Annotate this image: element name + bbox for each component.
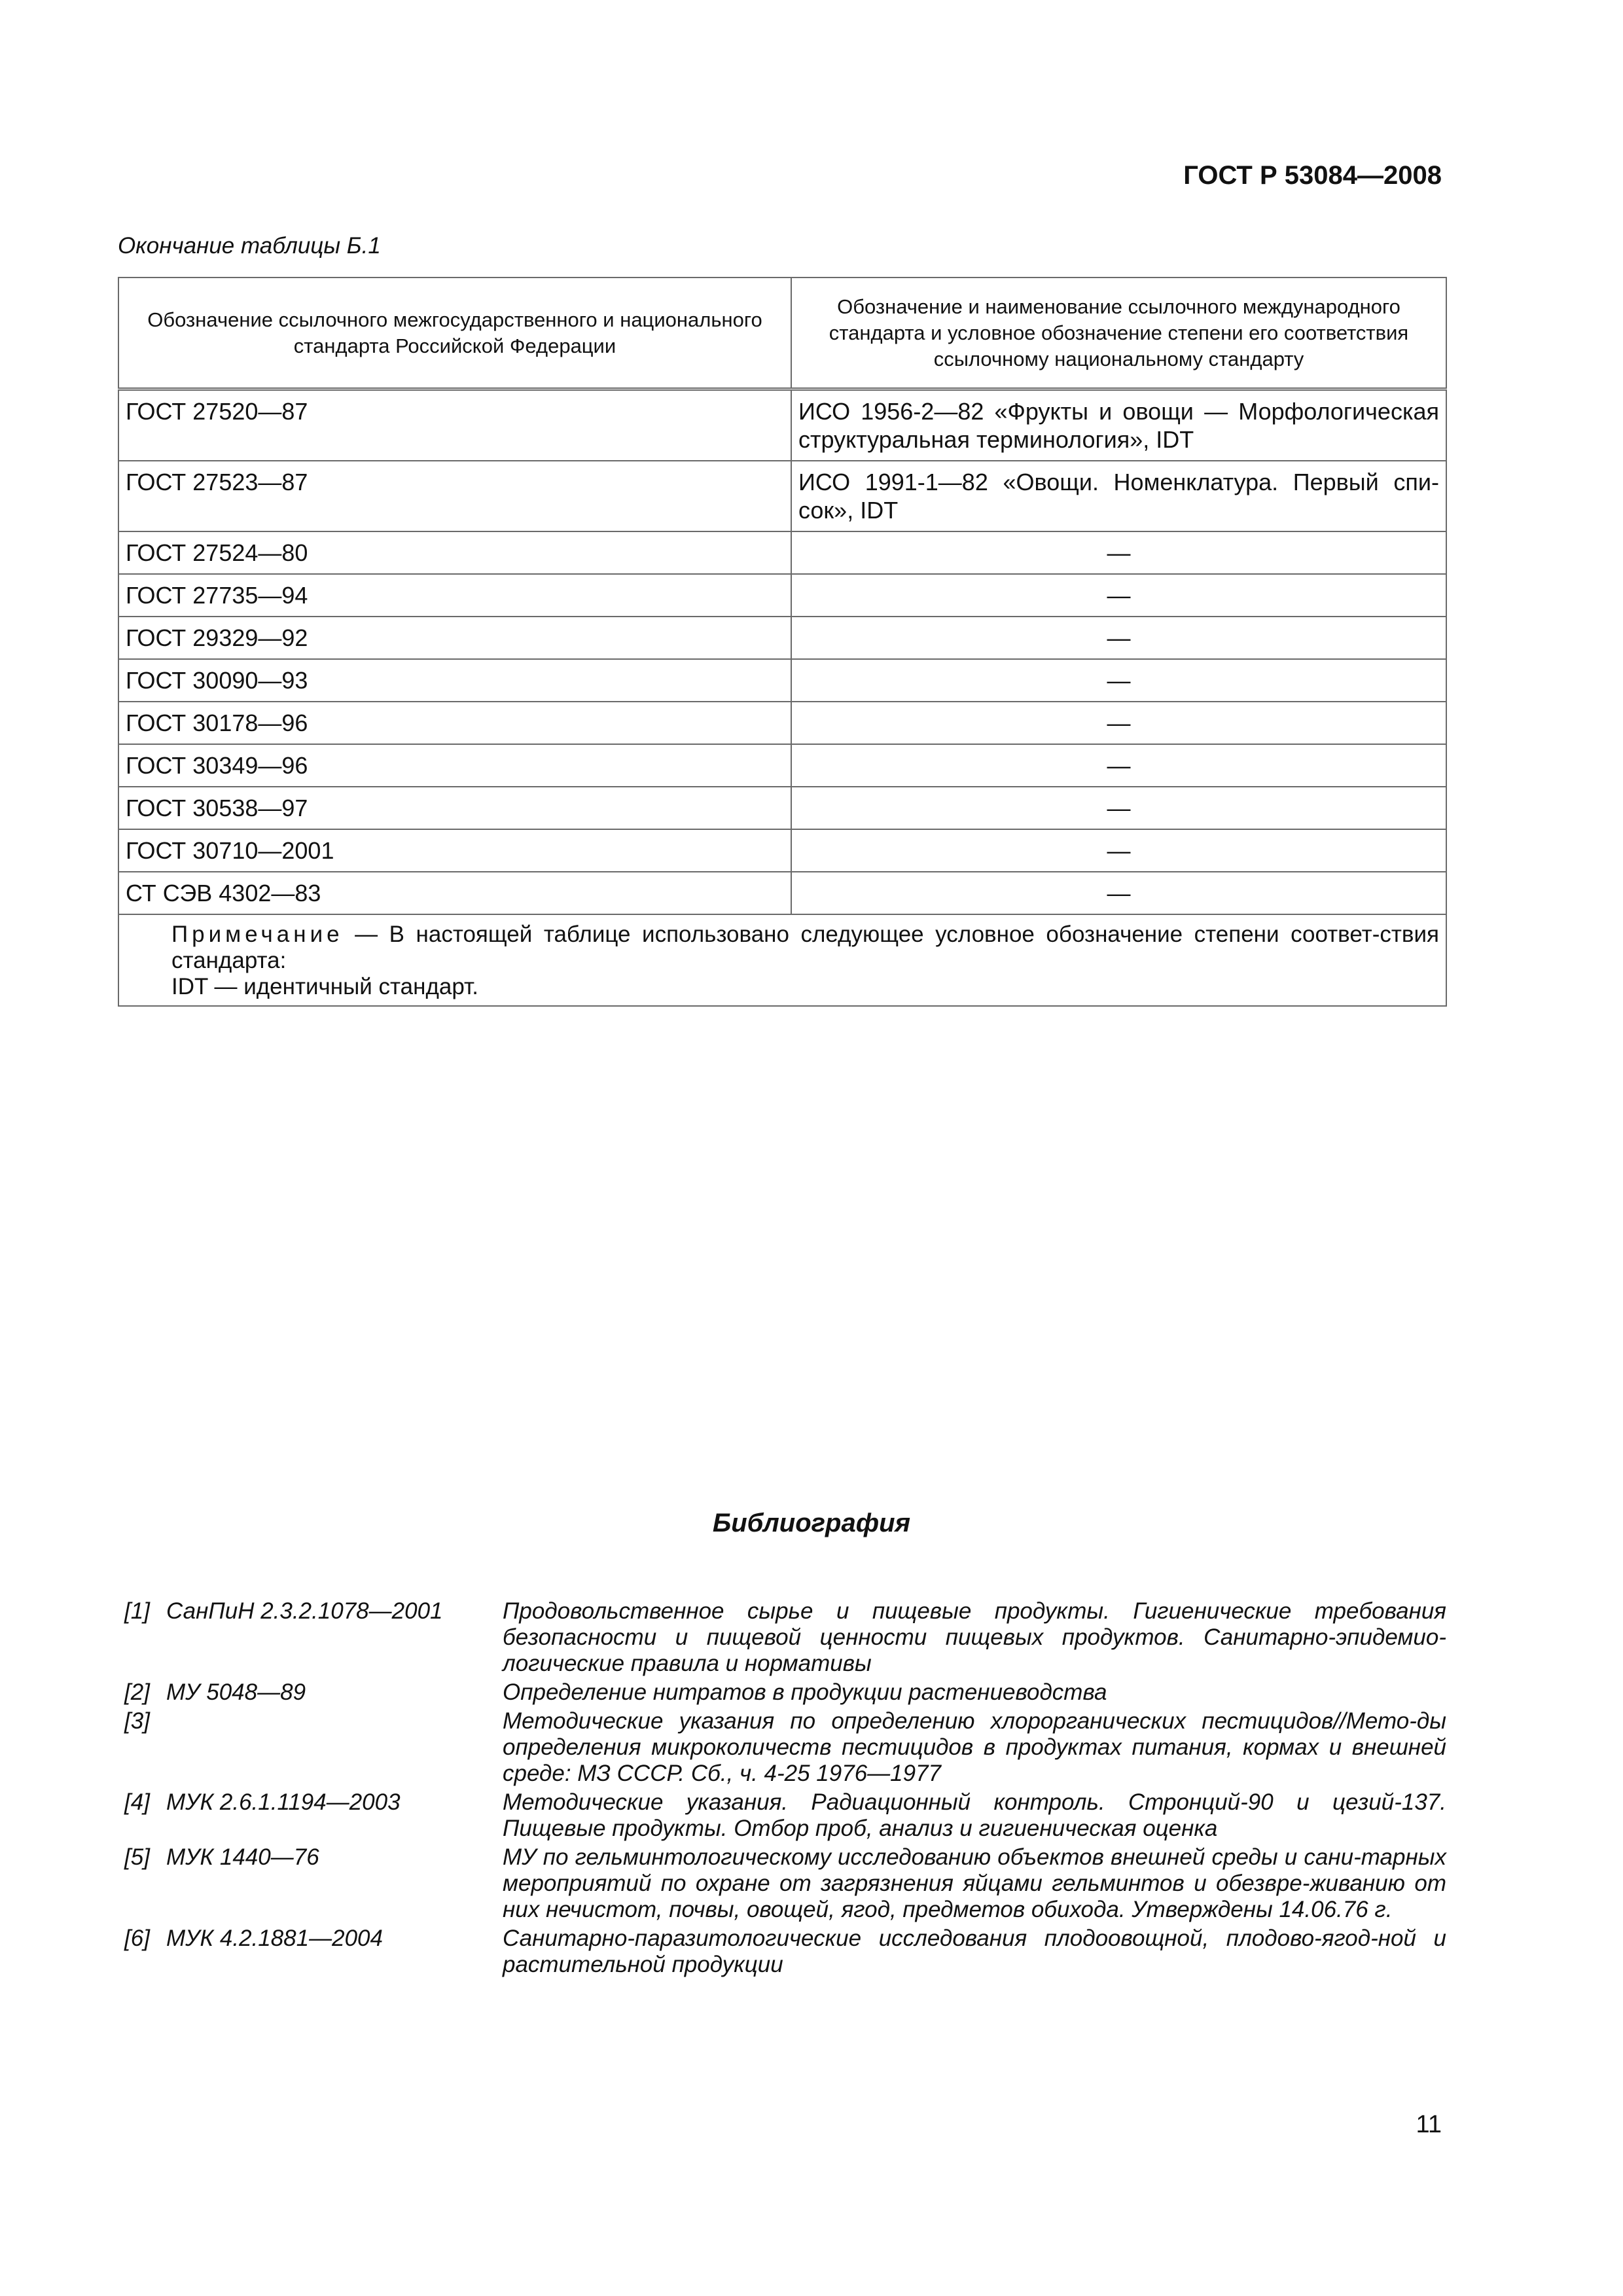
table-header-row: [118, 278, 1446, 389]
standard-cell: ГОСТ 30178—96: [118, 702, 791, 744]
bibliography-entry: [124, 1789, 1446, 1842]
reference-cell: —: [791, 744, 1446, 787]
entry-text: Продовольственное сырье и пищевые продукты. Гигиенические требования безопасности и пищевой ценности пищевых продуктов. Санитарно-эпидемио-логические правила и нормативы: [503, 1598, 1446, 1676]
entry-code: [166, 1708, 503, 1787]
header-national-standard: Обозначение ссылочного межгосударственного и национального стандарта Российской Федерации: [118, 278, 791, 389]
table-row: [118, 531, 1446, 574]
table-row: [118, 617, 1446, 659]
table-row: [118, 829, 1446, 872]
entry-number: [4]: [124, 1789, 150, 1815]
standard-cell: ГОСТ 27524—80: [118, 531, 791, 574]
bibliography-entry: [124, 1679, 1446, 1706]
reference-cell: —: [791, 659, 1446, 702]
standard-cell: ГОСТ 30538—97: [118, 787, 791, 829]
note-label: Примечание: [171, 922, 344, 947]
table-row: [118, 702, 1446, 744]
entry-number: [1]: [124, 1598, 150, 1624]
reference-cell: ИСО 1991-1—82 «Овощи. Номенклатура. Первый спи-сок», IDT: [791, 461, 1446, 531]
reference-cell: —: [791, 829, 1446, 872]
entry-code: МУК 1440—76: [166, 1844, 319, 1870]
table-row: [118, 461, 1446, 531]
table-row: [118, 787, 1446, 829]
standard-cell: СТ СЭВ 4302—83: [118, 872, 791, 914]
entry-text: Методические указания по определению хлорорганических пестицидов//Мето-ды определения микроколичеств пестицидов в продуктах питания, кормах и внешней среде: МЗ СССР. Сб., ч. 4-25 1976—1977: [503, 1708, 1446, 1786]
reference-cell: —: [791, 574, 1446, 617]
note-text: — В настоящей таблице использовано следующее условное обозначение степени соответ-ствия стандарта:: [171, 922, 1439, 973]
entry-text: МУ по гельминтологическому исследованию объектов внешней среды и сани-тарных мероприятий по охране от загрязнения яйцами гельминтов и обезвре-живанию от них нечистот, почвы, овощей, ягод, предметов обихода. Утверждены 14.06.76 г.: [503, 1844, 1446, 1922]
bibliography-entry: [124, 1926, 1446, 1978]
bibliography-list: [124, 1598, 1446, 1981]
bibliography-entry: [124, 1708, 1446, 1787]
table-caption: Окончание таблицы Б.1: [118, 233, 381, 259]
entry-code: СанПиН 2.3.2.1078—2001: [166, 1598, 443, 1624]
standard-cell: ГОСТ 29329—92: [118, 617, 791, 659]
reference-cell: —: [791, 787, 1446, 829]
note-line-2: IDT — идентичный стандарт.: [171, 974, 478, 999]
table-row: [118, 659, 1446, 702]
entry-code: МУК 4.2.1881—2004: [166, 1926, 383, 1951]
entry-text: Методические указания. Радиационный контроль. Стронций-90 и цезий-137. Пищевые продукты. Отбор проб, анализ и гигиеническая оценка: [503, 1789, 1446, 1841]
table-row: [118, 744, 1446, 787]
document-code: ГОСТ Р 53084—2008: [1183, 161, 1442, 190]
reference-cell: ИСО 1956-2—82 «Фрукты и овощи — Морфологическая структуральная терминология», IDT: [791, 389, 1446, 461]
standard-cell: ГОСТ 30090—93: [118, 659, 791, 702]
entry-text: Санитарно-паразитологические исследования плодоовощной, плодово-ягод-ной и растительной продукции: [503, 1926, 1446, 1977]
reference-cell: —: [791, 702, 1446, 744]
table-note: [118, 914, 1446, 1006]
reference-cell: —: [791, 531, 1446, 574]
standard-cell: ГОСТ 27520—87: [118, 389, 791, 461]
table-row: [118, 872, 1446, 914]
standard-cell: ГОСТ 30710—2001: [118, 829, 791, 872]
entry-number: [3]: [124, 1708, 150, 1734]
reference-table: [118, 277, 1447, 1007]
entry-number: [6]: [124, 1926, 150, 1951]
bibliography-title: Библиография: [712, 1509, 911, 1537]
table-row: [118, 574, 1446, 617]
page-number: 11: [1416, 2111, 1442, 2138]
header-international-standard: Обозначение и наименование ссылочного международного стандарта и условное обозначение степени его соответствия ссылочному национальному стандарту: [791, 278, 1446, 389]
standard-cell: ГОСТ 27523—87: [118, 461, 791, 531]
entry-code: МУ 5048—89: [166, 1679, 306, 1705]
standard-cell: ГОСТ 27735—94: [118, 574, 791, 617]
reference-cell: —: [791, 872, 1446, 914]
entry-code: МУК 2.6.1.1194—2003: [166, 1789, 401, 1815]
table-note-row: [118, 914, 1446, 1006]
entry-text: Определение нитратов в продукции растениеводства: [503, 1679, 1107, 1705]
entry-number: [2]: [124, 1679, 150, 1705]
table-row: [118, 389, 1446, 461]
entry-number: [5]: [124, 1844, 150, 1870]
reference-cell: —: [791, 617, 1446, 659]
standard-cell: ГОСТ 30349—96: [118, 744, 791, 787]
bibliography-entry: [124, 1844, 1446, 1923]
bibliography-entry: [124, 1598, 1446, 1677]
